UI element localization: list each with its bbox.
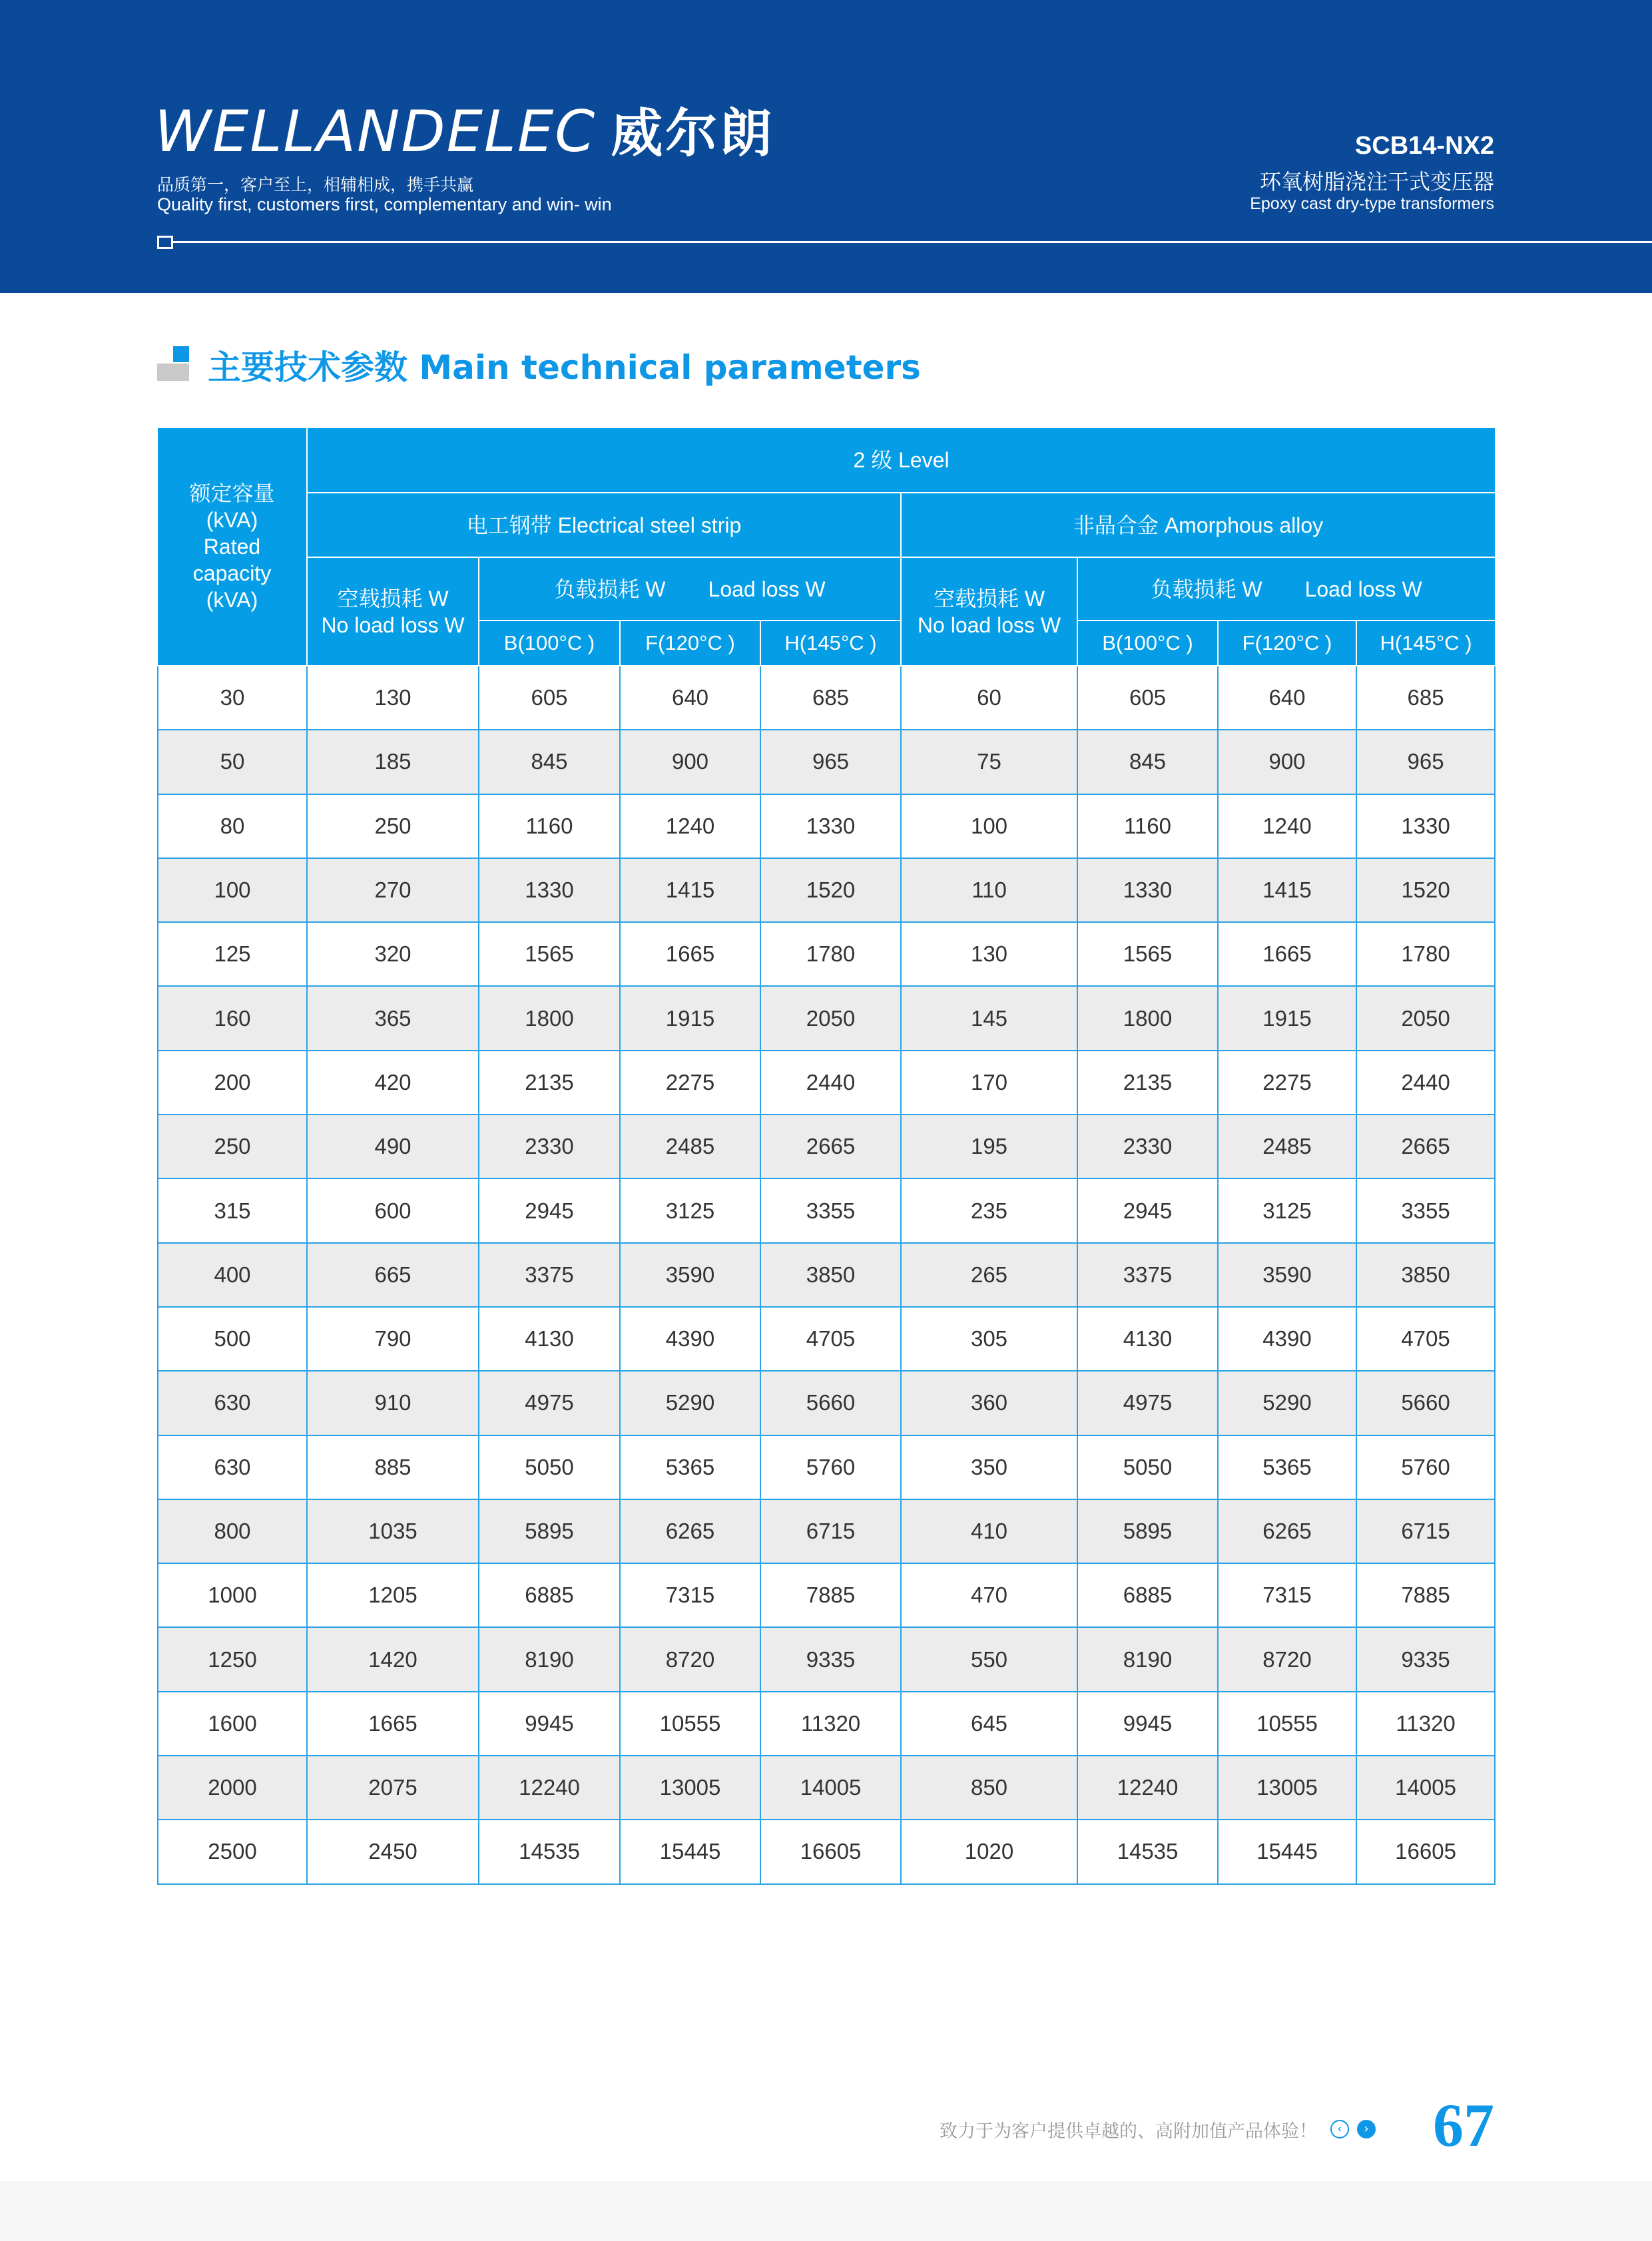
table-cell: 185	[307, 730, 479, 794]
table-cell: 3375	[1077, 1243, 1218, 1307]
load-loss-header: 负载损耗 W Load loss W	[479, 557, 901, 621]
table-cell: 4130	[479, 1307, 620, 1371]
table-cell: 2665	[1356, 1115, 1495, 1178]
table-cell: 1415	[620, 858, 760, 922]
table-cell: 5760	[760, 1435, 901, 1499]
table-cell: 7885	[1356, 1563, 1495, 1627]
table-row	[158, 730, 1495, 794]
table-cell: 9335	[760, 1627, 901, 1691]
table-cell: 1035	[307, 1499, 479, 1563]
table-cell: 200	[158, 1051, 307, 1115]
table-cell: 1565	[1077, 922, 1218, 986]
table-cell: 640	[1218, 666, 1356, 730]
table-cell: 1520	[1356, 858, 1495, 922]
table-cell: 1780	[1356, 922, 1495, 986]
product-name-cn: 环氧树脂浇注干式变压器	[1259, 169, 1494, 194]
table-cell: 630	[158, 1371, 307, 1435]
table-cell: 1000	[158, 1563, 307, 1627]
table-cell: 2000	[158, 1756, 307, 1820]
table-cell: 8190	[479, 1627, 620, 1691]
table-cell: 365	[307, 986, 479, 1050]
table-cell: 850	[901, 1756, 1077, 1820]
table-cell: 235	[901, 1178, 1077, 1242]
table-row	[158, 1243, 1495, 1307]
table-row	[158, 1051, 1495, 1115]
parameters-table	[157, 428, 1496, 1885]
table-cell: 6265	[620, 1499, 760, 1563]
table-cell: 8190	[1077, 1627, 1218, 1691]
table-cell: 2945	[479, 1178, 620, 1242]
table-cell: 8720	[1218, 1627, 1356, 1691]
table-cell: 1420	[307, 1627, 479, 1691]
table-cell: 50	[158, 730, 307, 794]
table-cell: 1020	[901, 1820, 1077, 1883]
table-cell: 9945	[479, 1692, 620, 1756]
noload-loss-header: 空载损耗 W No load loss W	[307, 557, 479, 666]
slogan-cn: 品质第一，客户至上，相辅相成，携手共赢	[157, 175, 474, 194]
table-cell: 100	[901, 794, 1077, 858]
table-cell: 1330	[479, 858, 620, 922]
table-cell: 160	[158, 986, 307, 1050]
table-cell: 14535	[1077, 1820, 1218, 1883]
table-cell: 6885	[1077, 1563, 1218, 1627]
table-cell: 2945	[1077, 1178, 1218, 1242]
table-cell: 2330	[1077, 1115, 1218, 1178]
chevron-right-icon[interactable]: ›	[1357, 2120, 1376, 2138]
table-cell: 4390	[1218, 1307, 1356, 1371]
table-cell: 5290	[620, 1371, 760, 1435]
table-cell: 2440	[1356, 1051, 1495, 1115]
table-cell: 2075	[307, 1756, 479, 1820]
logo-en: WELLANDELEC	[154, 99, 597, 165]
table-cell: 4705	[1356, 1307, 1495, 1371]
table-cell: 885	[307, 1435, 479, 1499]
page-header	[0, 0, 1652, 293]
table-cell: 265	[901, 1243, 1077, 1307]
table-cell: 3355	[1356, 1178, 1495, 1242]
table-cell: 75	[901, 730, 1077, 794]
table-cell: 9335	[1356, 1627, 1495, 1691]
table-cell: 1915	[620, 986, 760, 1050]
table-row	[158, 1499, 1495, 1563]
table-cell: 3375	[479, 1243, 620, 1307]
capacity-header: 额定容量 (kVA) Rated capacity (kVA)	[158, 428, 307, 666]
table-cell: 3590	[620, 1243, 760, 1307]
table-cell: 100	[158, 858, 307, 922]
table-row	[158, 1115, 1495, 1178]
logo-cn: 威尔朗	[611, 104, 775, 164]
table-cell: 645	[901, 1692, 1077, 1756]
table-cell: 7315	[620, 1563, 760, 1627]
table-cell: 8720	[620, 1627, 760, 1691]
table-cell: 10555	[620, 1692, 760, 1756]
table-cell: 600	[307, 1178, 479, 1242]
table-cell: 7885	[760, 1563, 901, 1627]
table-cell: 315	[158, 1178, 307, 1242]
load-loss-header: 负载损耗 W Load loss W	[1077, 557, 1495, 621]
table-cell: 305	[901, 1307, 1077, 1371]
table-cell: 1600	[158, 1692, 307, 1756]
table-cell: 500	[158, 1307, 307, 1371]
table-cell: 605	[1077, 666, 1218, 730]
table-cell: 350	[901, 1435, 1077, 1499]
table-cell: 2485	[1218, 1115, 1356, 1178]
table-cell: 1800	[1077, 986, 1218, 1050]
brand-logo	[154, 92, 774, 166]
table-cell: 1665	[620, 922, 760, 986]
table-cell: 250	[307, 794, 479, 858]
table-cell: 10555	[1218, 1692, 1356, 1756]
table-row	[158, 1627, 1495, 1691]
table-cell: 7315	[1218, 1563, 1356, 1627]
table-cell: 14005	[760, 1756, 901, 1820]
table-cell: 15445	[620, 1820, 760, 1883]
table-cell: 5365	[620, 1435, 760, 1499]
table-cell: 1250	[158, 1627, 307, 1691]
header-divider	[158, 241, 1652, 243]
temp-f-header: F(120°C )	[1218, 621, 1356, 666]
table-cell: 130	[901, 922, 1077, 986]
table-row	[158, 1435, 1495, 1499]
table-cell: 900	[1218, 730, 1356, 794]
page-number: 67	[1433, 2091, 1494, 2159]
table-cell: 60	[901, 666, 1077, 730]
table-cell: 2135	[479, 1051, 620, 1115]
table-cell: 2450	[307, 1820, 479, 1883]
table-cell: 410	[901, 1499, 1077, 1563]
table-cell: 2275	[1218, 1051, 1356, 1115]
table-cell: 1205	[307, 1563, 479, 1627]
table-cell: 4130	[1077, 1307, 1218, 1371]
table-cell: 2665	[760, 1115, 901, 1178]
table-cell: 845	[479, 730, 620, 794]
table-cell: 130	[307, 666, 479, 730]
table-row	[158, 666, 1495, 730]
bottom-strip	[0, 2181, 1652, 2241]
temp-b-header: B(100°C )	[1077, 621, 1218, 666]
table-cell: 3850	[1356, 1243, 1495, 1307]
table-cell: 1915	[1218, 986, 1356, 1050]
table-cell: 5895	[1077, 1499, 1218, 1563]
table-cell: 13005	[1218, 1756, 1356, 1820]
slogan-en: Quality first, customers first, complementary and win- win	[157, 194, 612, 214]
table-row	[158, 1563, 1495, 1627]
table-cell: 1160	[1077, 794, 1218, 858]
footer-tagline: 致力于为客户提供卓越的、高附加值产品体验！	[940, 2121, 1317, 2142]
level-header: 2 级 Level	[307, 428, 1495, 493]
table-cell: 2500	[158, 1820, 307, 1883]
table-cell: 2275	[620, 1051, 760, 1115]
table-cell: 3125	[1218, 1178, 1356, 1242]
table-row	[158, 1307, 1495, 1371]
table-cell: 1665	[307, 1692, 479, 1756]
table-cell: 11320	[760, 1692, 901, 1756]
table-cell: 14005	[1356, 1756, 1495, 1820]
table-cell: 4390	[620, 1307, 760, 1371]
table-cell: 80	[158, 794, 307, 858]
table-cell: 470	[901, 1563, 1077, 1627]
table-cell: 550	[901, 1627, 1077, 1691]
table-cell: 320	[307, 922, 479, 986]
table-cell: 4705	[760, 1307, 901, 1371]
section-title: 主要技术参数 Main technical parameters	[208, 348, 921, 387]
temp-h-header: H(145°C )	[760, 621, 901, 666]
table-cell: 6715	[1356, 1499, 1495, 1563]
noload-loss-header: 空载损耗 W No load loss W	[901, 557, 1077, 666]
table-cell: 11320	[1356, 1692, 1495, 1756]
table-body	[158, 666, 1495, 1884]
table-cell: 1240	[1218, 794, 1356, 858]
table-cell: 170	[901, 1051, 1077, 1115]
table-cell: 12240	[1077, 1756, 1218, 1820]
table-row	[158, 986, 1495, 1050]
table-cell: 1330	[760, 794, 901, 858]
section-square-icon	[157, 346, 190, 381]
table-row	[158, 858, 1495, 922]
table-cell: 6885	[479, 1563, 620, 1627]
table-cell: 1415	[1218, 858, 1356, 922]
table-cell: 2050	[760, 986, 901, 1050]
amorphous-alloy-header: 非晶合金 Amorphous alloy	[901, 493, 1495, 557]
temp-b-header: B(100°C )	[479, 621, 620, 666]
table-cell: 1800	[479, 986, 620, 1050]
table-cell: 145	[901, 986, 1077, 1050]
table-cell: 685	[760, 666, 901, 730]
product-name-en: Epoxy cast dry-type transformers	[1250, 194, 1494, 213]
table-cell: 125	[158, 922, 307, 986]
table-cell: 2485	[620, 1115, 760, 1178]
table-cell: 605	[479, 666, 620, 730]
table-cell: 270	[307, 858, 479, 922]
table-cell: 3850	[760, 1243, 901, 1307]
table-row	[158, 794, 1495, 858]
table-cell: 13005	[620, 1756, 760, 1820]
table-cell: 965	[1356, 730, 1495, 794]
table-cell: 2050	[1356, 986, 1495, 1050]
temp-f-header: F(120°C )	[620, 621, 760, 666]
table-cell: 1520	[760, 858, 901, 922]
table-cell: 630	[158, 1435, 307, 1499]
table-cell: 5050	[1077, 1435, 1218, 1499]
table-row	[158, 1756, 1495, 1820]
table-row	[158, 1371, 1495, 1435]
table-row	[158, 1178, 1495, 1242]
table-cell: 400	[158, 1243, 307, 1307]
table-cell: 1665	[1218, 922, 1356, 986]
table-cell: 3590	[1218, 1243, 1356, 1307]
table-cell: 965	[760, 730, 901, 794]
table-cell: 1330	[1356, 794, 1495, 858]
table-cell: 4975	[1077, 1371, 1218, 1435]
table-cell: 665	[307, 1243, 479, 1307]
table-cell: 110	[901, 858, 1077, 922]
table-row	[158, 1692, 1495, 1756]
table-cell: 685	[1356, 666, 1495, 730]
table-row	[158, 1820, 1495, 1883]
table-cell: 15445	[1218, 1820, 1356, 1883]
table-cell: 1330	[1077, 858, 1218, 922]
table-cell: 360	[901, 1371, 1077, 1435]
table-cell: 790	[307, 1307, 479, 1371]
table-cell: 6265	[1218, 1499, 1356, 1563]
chevron-left-icon[interactable]: ‹	[1330, 2120, 1349, 2138]
table-cell: 16605	[760, 1820, 901, 1883]
table-cell: 2440	[760, 1051, 901, 1115]
table-cell: 195	[901, 1115, 1077, 1178]
table-cell: 1565	[479, 922, 620, 986]
table-cell: 800	[158, 1499, 307, 1563]
table-row	[158, 922, 1495, 986]
table-cell: 5760	[1356, 1435, 1495, 1499]
table-cell: 6715	[760, 1499, 901, 1563]
table-cell: 845	[1077, 730, 1218, 794]
table-cell: 1160	[479, 794, 620, 858]
table-cell: 420	[307, 1051, 479, 1115]
table-cell: 14535	[479, 1820, 620, 1883]
table-cell: 5290	[1218, 1371, 1356, 1435]
table-cell: 910	[307, 1371, 479, 1435]
table-cell: 5660	[760, 1371, 901, 1435]
table-cell: 30	[158, 666, 307, 730]
table-cell: 5895	[479, 1499, 620, 1563]
table-cell: 1240	[620, 794, 760, 858]
table-cell: 9945	[1077, 1692, 1218, 1756]
electrical-steel-header: 电工钢带 Electrical steel strip	[307, 493, 901, 557]
table-cell: 490	[307, 1115, 479, 1178]
table-cell: 2135	[1077, 1051, 1218, 1115]
table-cell: 4975	[479, 1371, 620, 1435]
table-cell: 5050	[479, 1435, 620, 1499]
product-model: SCB14-NX2	[1354, 132, 1494, 160]
table-cell: 3355	[760, 1178, 901, 1242]
table-cell: 12240	[479, 1756, 620, 1820]
table-cell: 1780	[760, 922, 901, 986]
table-cell: 5660	[1356, 1371, 1495, 1435]
table-cell: 900	[620, 730, 760, 794]
table-cell: 2330	[479, 1115, 620, 1178]
table-cell: 3125	[620, 1178, 760, 1242]
table-cell: 16605	[1356, 1820, 1495, 1883]
table-cell: 5365	[1218, 1435, 1356, 1499]
table-cell: 640	[620, 666, 760, 730]
divider-square-icon	[157, 236, 173, 249]
table-cell: 250	[158, 1115, 307, 1178]
temp-h-header: H(145°C )	[1356, 621, 1495, 666]
